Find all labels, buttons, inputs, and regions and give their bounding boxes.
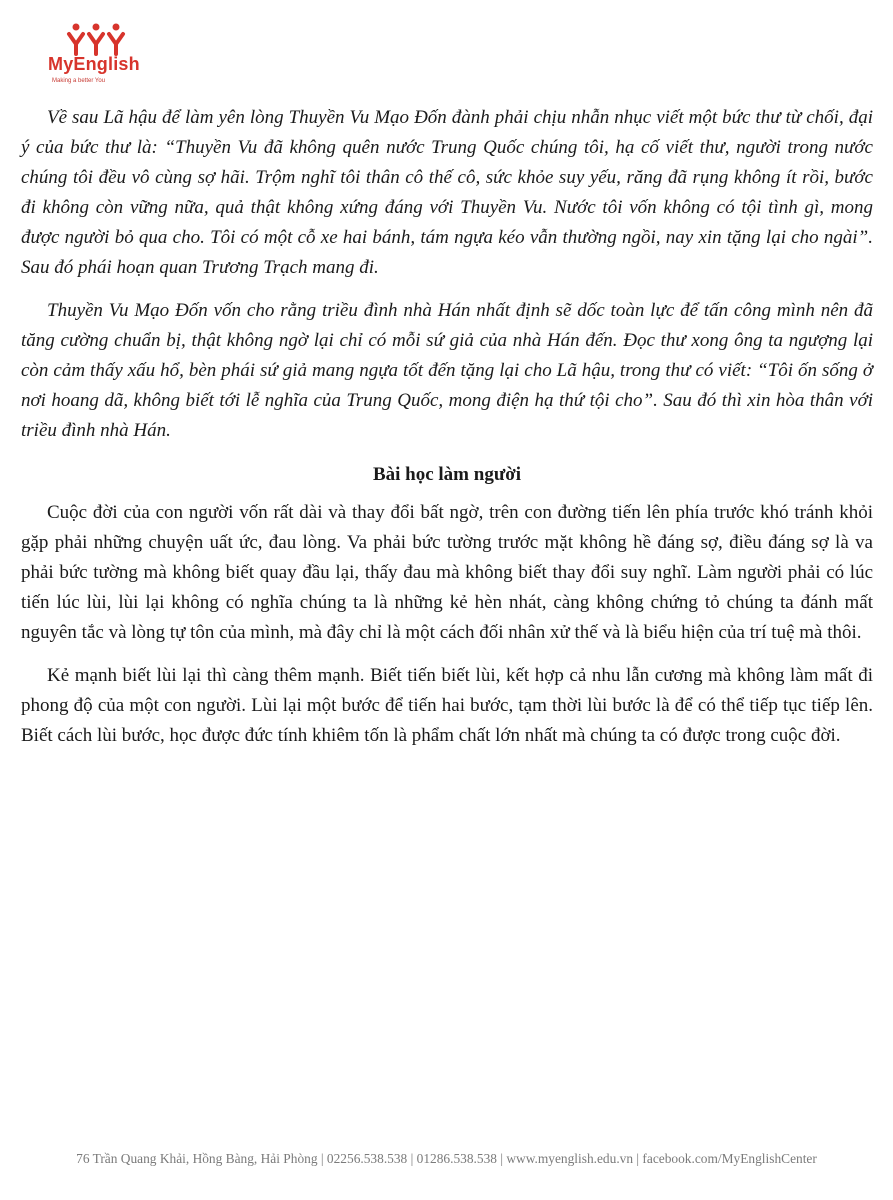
page-footer: 76 Trần Quang Khải, Hồng Bàng, Hải Phòng | 02256.538.538 | 01286.538.538 | www.myenglish.edu.vn | facebook.com/MyEnglishCenter xyxy=(76,1151,817,1166)
story-paragraph-2: Thuyền Vu Mạo Đốn vốn cho rằng triều đình nhà Hán nhất định sẽ dốc toàn lực để tấn công mình nên đã tăng cường chuẩn bị, thật không ngờ lại chỉ có mỗi sứ giả của nhà Hán đến. Đọc thư xong ông ta ngượng lại còn cảm thấy xấu hổ, bèn phái sứ giả mang ngựa tốt đến tặng lại cho Lã hậu, trong thư có viết: “Tôi ốn sống ở nơi hoang dã, không biết tới lễ nghĩa của Trung Quốc, mong điện hạ thứ tội cho”. Sau đó thì xin hòa thân với triều đình nhà Hán. xyxy=(21,300,873,441)
people-logo-icon xyxy=(66,22,126,56)
logo-tagline: Making a better You xyxy=(52,78,106,84)
story-paragraph-1: Về sau Lã hậu để làm yên lòng Thuyền Vu Mạo Đốn đành phải chịu nhẫn nhục viết một bức thư từ chối, đại ý của bức thư là: “Thuyền Vu đã không quên nước Trung Quốc chúng tôi, hạ cố viết thư, người trong nước chúng tôi đều vô cùng sợ hãi. Trộm nghĩ tôi thân cô thế cô, sức khỏe suy yếu, răng đã rụng không ít rồi, bước đi không còn vững nữa, quả thật không xứng đáng với Thuyền Vu. Nước tôi vốn không có tội tình gì, mong được người bỏ qua cho. Tôi có một cỗ xe hai bánh, tám ngựa kéo vẫn thường ngồi, nay xin tặng lại cho ngài”. Sau đó phái hoạn quan Trương Trạch mang đi. xyxy=(21,107,873,278)
lesson-paragraph-2: Kẻ mạnh biết lùi lại thì càng thêm mạnh. Biết tiến biết lùi, kết hợp cả nhu lẫn cương mà không làm mất đi phong độ của một con người. Lùi lại một bước để tiến hai bước, tạm thời lùi bước là để có thể tiếp tục tiếp lên. Biết cách lùi bước, học được đức tính khiêm tốn là phẩm chất lớn nhất mà chúng ta có được trong cuộc đời. xyxy=(21,665,873,746)
logo-wordmark: MyEnglish xyxy=(48,54,140,74)
section-heading: Bài học làm người xyxy=(372,464,522,485)
document-body xyxy=(21,103,873,764)
brand-logo xyxy=(48,22,158,84)
lesson-paragraph-1: Cuộc đời của con người vốn rất dài và thay đổi bất ngờ, trên con đường tiến lên phía trước khó tránh khỏi gặp phải những chuyện uất ức, đau lòng. Va phải bức tường trước mặt không hề đáng sợ, điều đáng sợ là va phải bức tường mà không biết quay đầu lại, thấy đau mà không biết thay đổi suy nghĩ. Làm người phải có lúc tiến lúc lùi, lùi lại không có nghĩa chúng ta là những kẻ hèn nhát, càng không chứng tỏ chúng ta đánh mất nguyên tắc và lòng tự tôn của mình, mà đây chỉ là một cách đối nhân xử thế và là biểu hiện của trí tuệ mà thôi. xyxy=(21,502,873,643)
